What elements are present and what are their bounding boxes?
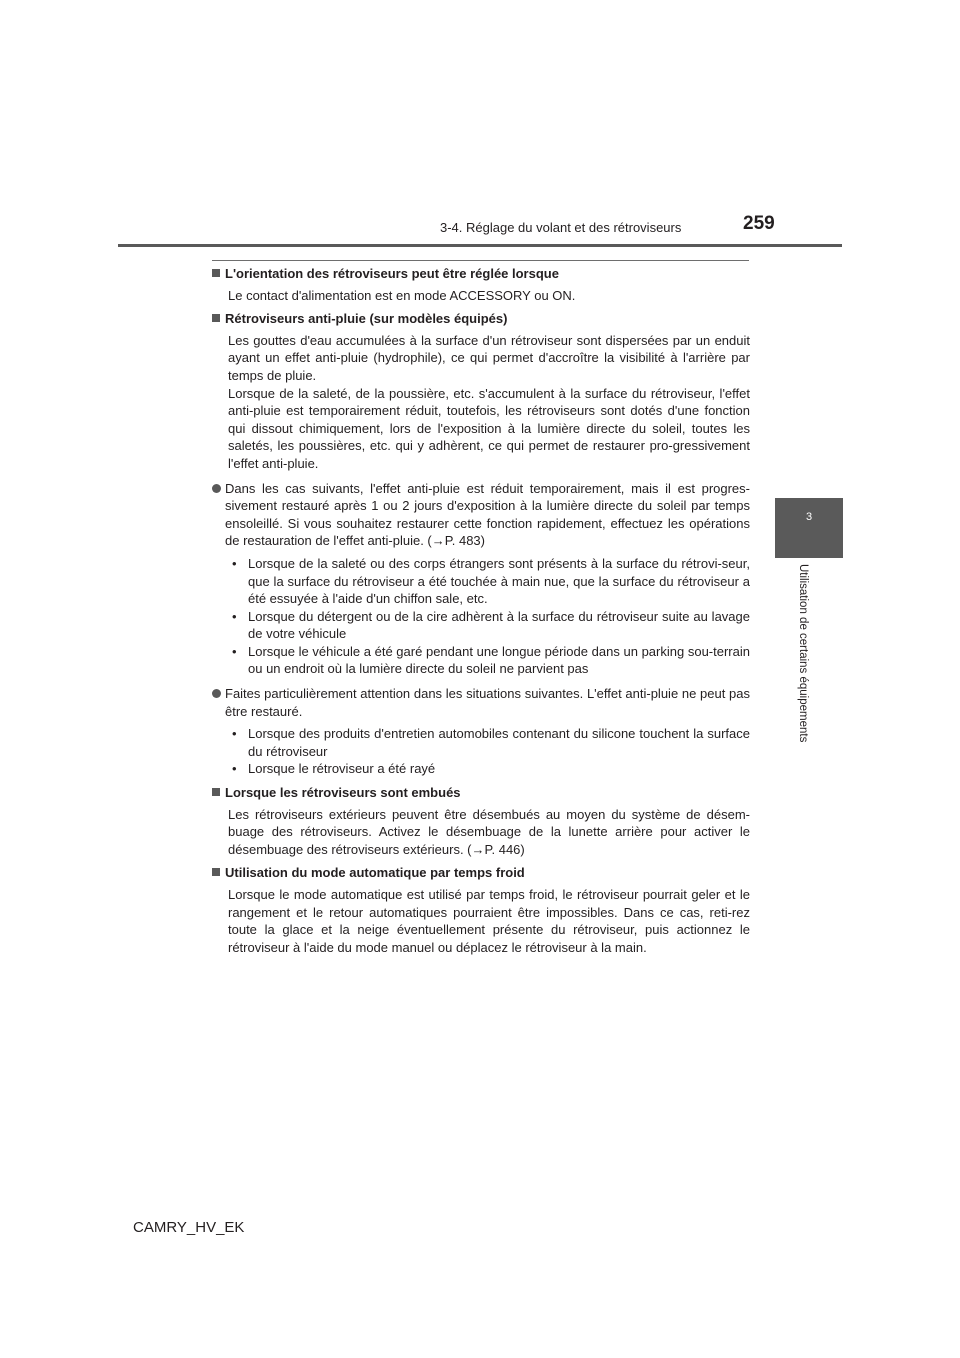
bullet-icon: • — [232, 726, 237, 742]
section-text: Lorsque le mode automatique est utilisé par temps froid, le rétroviseur pourrait geler et le rangement et le retour automatiques pourraient être impossibles. Dans ce cas, reti-rez toute la glace et la neige éventuellement présente du rétroviseur, puis actionnez le rétroviseur à l'aide du mode manuel ou déplacez le rétroviseur à la main. — [228, 887, 750, 955]
circle-bullet-icon — [212, 484, 221, 493]
page-number: 259 — [743, 213, 775, 234]
square-bullet-icon — [212, 314, 220, 322]
bullet-icon: • — [232, 608, 237, 624]
list-item-text: Lorsque de la saleté ou des corps étrangers sont présents à la surface du rétrovi-seur, que la surface du rétroviseur a été touchée à main nue, que la surface du rétroviseur a été essuyée à l'aide d'un chiffon sale, etc. — [248, 555, 750, 607]
chapter-title: Utilisation de certains équipements — [797, 564, 809, 743]
document-code: CAMRY_HV_EK — [133, 1219, 245, 1236]
note-point — [212, 685, 750, 720]
heading-text: Lorsque les rétroviseurs sont embués — [225, 785, 461, 801]
list-item-text: Lorsque du détergent ou de la cire adhèrent à la surface du rétroviseur suite au lavage de votre véhicule — [248, 608, 750, 642]
square-bullet-icon — [212, 269, 220, 277]
list-item — [229, 608, 750, 643]
chapter-number: 3 — [805, 511, 813, 523]
sub-list — [212, 725, 750, 778]
paragraph: Lorsque de la saleté, de la poussière, etc. s'accumulent à la surface du rétroviseur, l'effet anti-pluie est temporairement réduit, toutefois, les rétroviseurs sont dotés d'une fonction qui dissout chimiquement, lors de l'exposition à la lumière directe du soleil, toutes les saletés, les poussières, etc. qui y adhèrent, ce qui permet de restaurer pro-gressivement l'effet anti-pluie. — [228, 385, 750, 471]
note-text: Faites particulièrement attention dans les situations suivantes. L'effet anti-pluie ne peut pas être restauré. — [225, 686, 750, 719]
note-point — [212, 480, 750, 550]
heading-text: Rétroviseurs anti-pluie (sur modèles équipés) — [225, 311, 508, 327]
section-text — [212, 332, 750, 473]
page-content — [212, 265, 750, 956]
section-heading — [212, 265, 750, 283]
list-item — [229, 643, 750, 678]
bullet-icon: • — [232, 643, 237, 659]
list-item — [229, 725, 750, 760]
content-divider — [212, 260, 749, 261]
circle-bullet-icon — [212, 689, 221, 698]
bullet-icon: • — [232, 555, 237, 571]
bullet-icon: • — [232, 761, 237, 777]
section-text: Les rétroviseurs extérieurs peuvent être désembués au moyen du système de désem-buage des rétroviseurs. Activez le désembuage de la lunette arrière pour activer le désembuage des rétroviseurs extérieurs. (→P. 446) — [228, 806, 750, 857]
list-item — [229, 760, 750, 778]
header-divider — [118, 244, 842, 247]
heading-text: L'orientation des rétroviseurs peut être réglée lorsque — [225, 266, 559, 281]
section-text: Le contact d'alimentation est en mode ACCESSORY ou ON. — [228, 287, 576, 303]
square-bullet-icon — [212, 788, 220, 796]
section-heading — [212, 310, 750, 328]
chapter-tab — [775, 498, 843, 558]
list-item-text: Lorsque le rétroviseur a été rayé — [248, 761, 436, 777]
section-heading — [212, 864, 750, 882]
list-item — [229, 555, 750, 608]
paragraph: Les gouttes d'eau accumulées à la surface d'un rétroviseur sont dispersées par un enduit ayant un effet anti-pluie (hydrophile), ce qui permet d'accroître la visibilité à l'arrière par temps de pluie. — [228, 332, 750, 383]
section-title: 3-4. Réglage du volant et des rétroviseurs — [440, 220, 682, 235]
list-item-text: Lorsque des produits d'entretien automobiles contenant du silicone touchent la surface du rétroviseur — [248, 726, 750, 759]
square-bullet-icon — [212, 868, 220, 876]
heading-text: Utilisation du mode automatique par temps froid — [225, 865, 525, 881]
sub-list — [212, 555, 750, 678]
note-text: Dans les cas suivants, l'effet anti-pluie est réduit temporairement, mais il est progres-sivement restauré après 1 ou 2 jours d'exposition à la lumière directe du soleil par temps ensoleillé. Si vous souhaitez restaurer cette fonction rapidement, effectuez les opérations de restauration de l'effet anti-pluie. (→P. 483) — [225, 480, 750, 549]
list-item-text: Lorsque le véhicule a été garé pendant une longue période dans un parking sou-terrain ou un endroit où la lumière directe du soleil ne parvient pas — [248, 643, 750, 677]
section-heading — [212, 784, 750, 802]
